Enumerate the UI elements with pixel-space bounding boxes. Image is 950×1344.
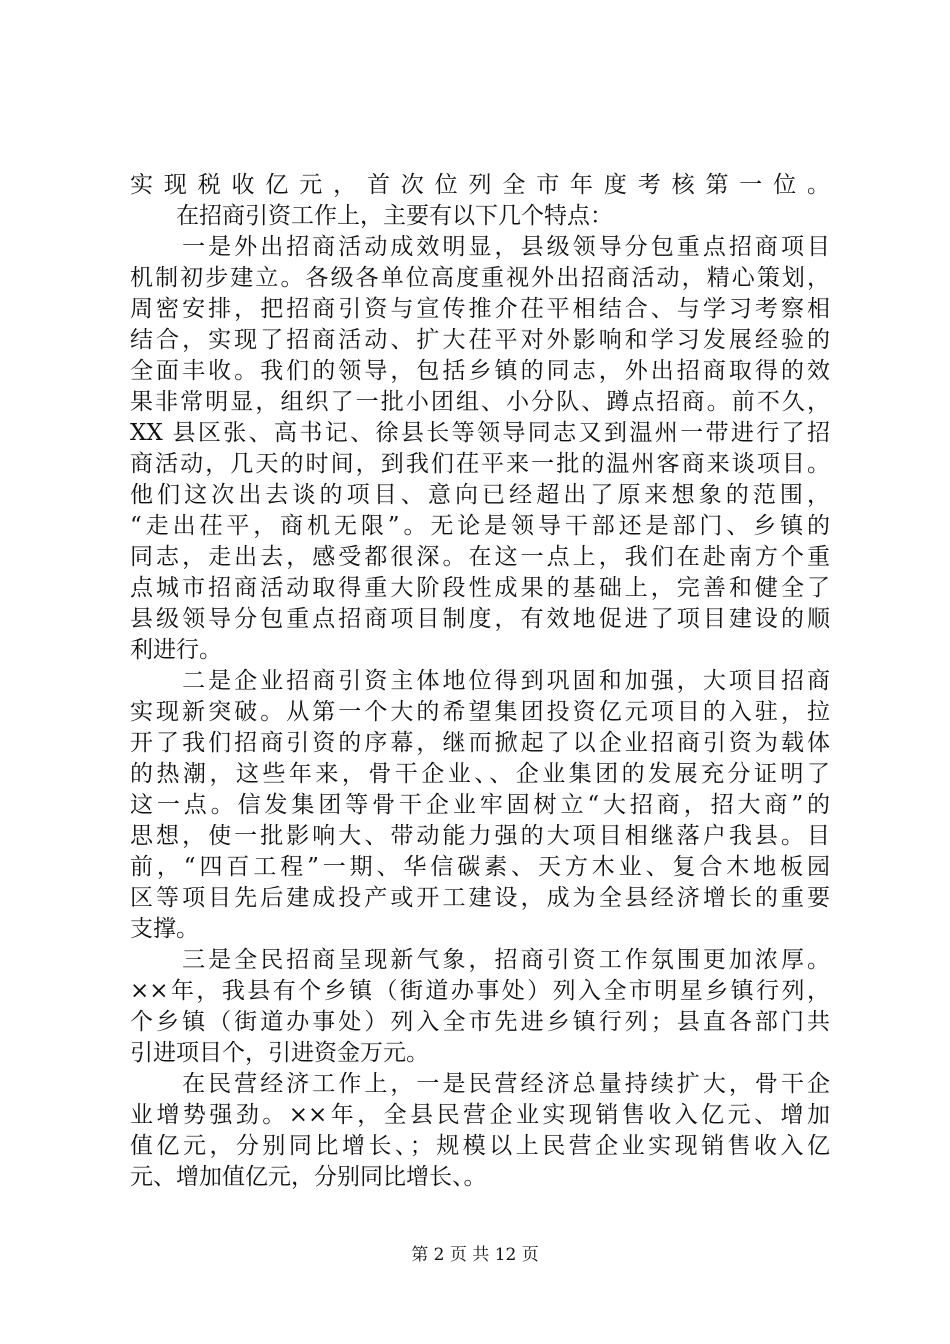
text-line: XX 县区张、高书记、徐县长等领导同志又到温州一带进行了招	[130, 420, 830, 446]
text-line: 的热潮，这些年来，骨干企业、、企业集团的发展充分证明了	[130, 761, 830, 787]
text-line: 实现税收亿元，首次位列全市年度考核第一位。	[130, 172, 830, 198]
text-line: ××年，我县有个乡镇（街道办事处）列入全市明星乡镇行列，	[130, 978, 830, 1004]
text-line: 引进项目个，引进资金万元。	[130, 1040, 429, 1066]
text-line: 在招商引资工作上，主要有以下几个特点：	[130, 203, 613, 229]
text-line: 在民营经济工作上，一是民营经济总量持续扩大，骨干企	[130, 1071, 830, 1097]
text-line: 同志，走出去，感受都很深。在这一点上，我们在赴南方个重	[130, 544, 830, 570]
text-line: 点城市招商活动取得重大阶段性成果的基础上，完善和健全了	[130, 575, 830, 601]
text-line: 实现新突破。从第一个大的希望集团投资亿元项目的入驻，拉	[130, 699, 830, 725]
text-line: 业增势强劲。××年，全县民营企业实现销售收入亿元、增加	[130, 1102, 830, 1128]
text-line: 二是企业招商引资主体地位得到巩固和加强，大项目招商	[130, 668, 830, 694]
page-number-footer: 第 2 页 共 12 页	[411, 1245, 539, 1265]
text-line: 一是外出招商活动成效明显，县级领导分包重点招商项目	[130, 234, 830, 260]
text-line: 区等项目先后建成投产或开工建设，成为全县经济增长的重要	[130, 885, 830, 911]
text-line: 个乡镇（街道办事处）列入全市先进乡镇行列；县直各部门共	[130, 1009, 830, 1035]
text-line: 结合，实现了招商活动、扩大茌平对外影响和学习发展经验的	[130, 327, 830, 353]
text-line: 前，“四百工程”一期、华信碳素、天方木业、复合木地板园	[130, 854, 830, 880]
text-line: 开了我们招商引资的序幕，继而掀起了以企业招商引资为载体	[130, 730, 830, 756]
text-line: 元、增加值亿元，分别同比增长、。	[130, 1164, 487, 1190]
text-line: 值亿元，分别同比增长、；规模以上民营企业实现销售收入亿	[130, 1133, 830, 1159]
text-line: 县级领导分包重点招商项目制度，有效地促进了项目建设的顺	[130, 606, 830, 632]
text-line: 这一点。信发集团等骨干企业牢固树立“大招商，招大商”的	[130, 792, 830, 818]
text-line: “走出茌平，商机无限”。无论是领导干部还是部门、乡镇的	[130, 513, 830, 539]
text-line: 思想，使一批影响大、带动能力强的大项目相继落户我县。目	[130, 823, 830, 849]
text-line: 三是全民招商呈现新气象，招商引资工作氛围更加浓厚。	[130, 947, 830, 973]
text-line: 周密安排，把招商引资与宣传推介茌平相结合、与学习考察相	[130, 296, 830, 322]
body-text	[130, 170, 830, 1193]
text-line: 商活动，几天的时间，到我们茌平来一批的温州客商来谈项目。	[130, 451, 830, 477]
text-line: 利进行。	[130, 637, 222, 663]
text-line: 机制初步建立。各级各单位高度重视外出招商活动，精心策划，	[130, 265, 830, 291]
text-line: 果非常明显，组织了一批小团组、小分队、蹲点招商。前不久，	[130, 389, 830, 415]
text-line: 全面丰收。我们的领导，包括乡镇的同志，外出招商取得的效	[130, 358, 830, 384]
text-line: 支撑。	[130, 916, 199, 942]
text-line: 他们这次出去谈的项目、意向已经超出了原来想象的范围，	[130, 482, 830, 508]
